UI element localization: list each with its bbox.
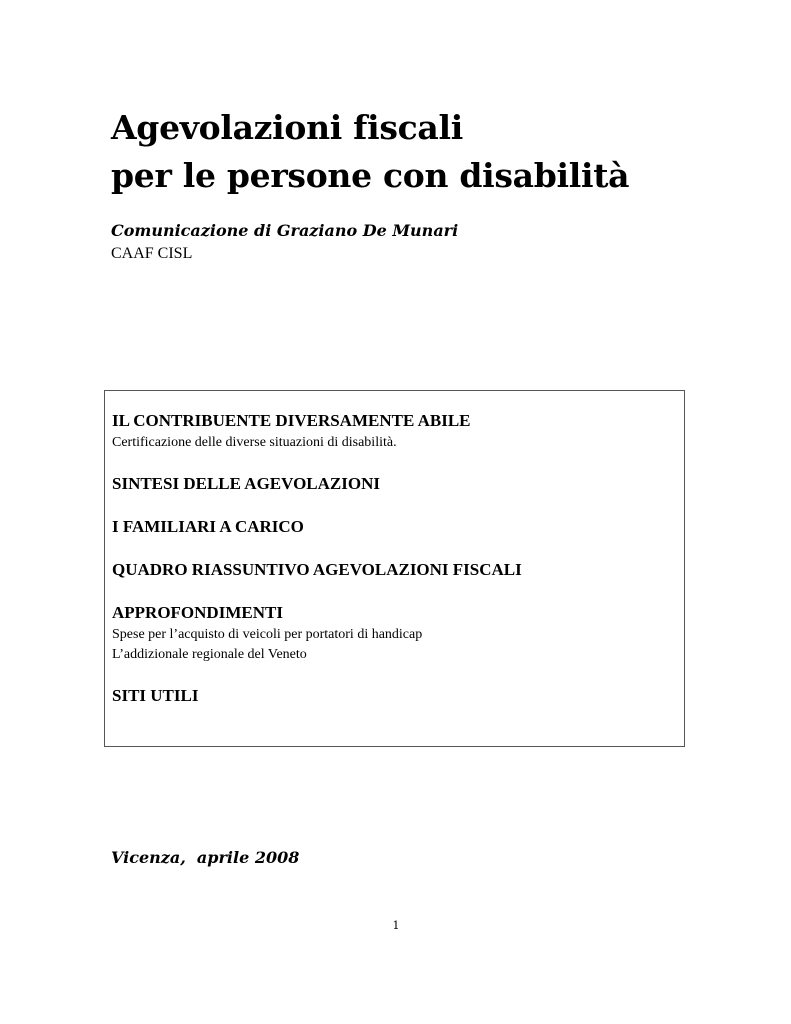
toc-heading-siti: SITI UTILI (112, 686, 199, 705)
title-line-2: per le persone con disabilità (111, 156, 630, 195)
toc-heading-familiari: I FAMILIARI A CARICO (112, 517, 304, 536)
page-number: 1 (392, 919, 400, 932)
toc-subitem-certificazione: Certificazione delle diverse situazioni di disabilità. (112, 435, 397, 450)
toc-subitem-veicoli: Spese per l’acquisto di veicoli per portatori di handicap (112, 627, 423, 642)
contents-box (104, 390, 685, 747)
toc-subitem-addizionale: L’addizionale regionale del Veneto (112, 647, 307, 662)
title-line-1: Agevolazioni fiscali (111, 108, 463, 147)
toc-heading-sintesi: SINTESI DELLE AGEVOLAZIONI (112, 474, 380, 493)
place-and-date: Vicenza, aprile 2008 (111, 848, 300, 867)
document-title (111, 104, 629, 200)
toc-heading-contribuente: IL CONTRIBUENTE DIVERSAMENTE ABILE (112, 411, 471, 430)
organization: CAAF CISL (111, 245, 193, 262)
toc-heading-approfondimenti: APPROFONDIMENTI (112, 603, 283, 622)
toc-heading-quadro: QUADRO RIASSUNTIVO AGEVOLAZIONI FISCALI (112, 560, 522, 579)
author-line: Comunicazione di Graziano De Munari (111, 221, 459, 240)
